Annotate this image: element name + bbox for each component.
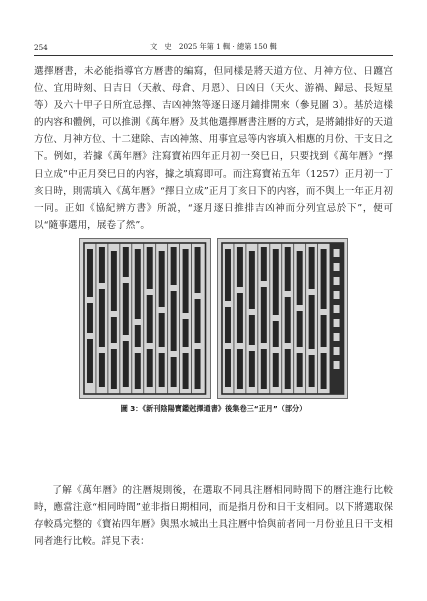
running-title: 文 史 2025 年第 1 輯 · 總第 150 輯 <box>150 42 277 51</box>
page-number: 254 <box>34 43 48 52</box>
body-paragraph-1: 選擇曆書，未必能指導官方曆書的編寫，但同樣是將天道方位、月神方位、日躔宫位、宜用時刻、日吉日（天赦、母倉、月恩）、日凶日（天火、游禍、歸忌、長短星等）及六十甲子日所宜忌擇、吉凶神煞等逐日逐月鋪排開來（參見圖 3）。基於這樣的内容和體例，可以推測《萬年曆》及其他選擇曆書注曆的方式，是將鋪排好的天道方位、月神方位、十二建除、吉凶神煞、用事宜忌等内容填入相應的月份、干支日之下。例如，若據《萬年曆》注寫寶祐四年正月初一癸巳日，只要找到《萬年曆》“擇日立成”中正月癸巳日的内容，據之填寫即可。而注寫寶祐五年（1257）正月初一丁亥日時，則需填入《萬年曆》“擇日立成”正月丁亥日下的内容，而不與上一年正月初一同。正如《協紀辨方書》所説，“逐月逐日推排吉凶神而分列宜忌於下”，便可以“隨事選用，展卷了然”。 <box>34 66 393 231</box>
page-header <box>34 38 393 52</box>
figure-right-image <box>217 238 349 399</box>
figure-3 <box>79 238 348 397</box>
figure-left-image <box>79 238 211 399</box>
header-rule <box>34 55 393 56</box>
body-paragraph-2: 了解《萬年曆》的注曆規則後，在選取不同具注曆相同時間下的曆注進行比較時，應當注意“相同時間”並非指日期相同，而是指月份和日干支相同。以下將選取保存較爲完整的《寶祐四年曆》與黑水城出土具注曆中恰與前者同一月份並且日干支相同者進行比較。詳見下表： <box>34 485 393 548</box>
figure-caption: 圖 3：《新刊陰陽寶鑑尅擇通書》後集卷三“正月”（部分） <box>120 404 307 413</box>
